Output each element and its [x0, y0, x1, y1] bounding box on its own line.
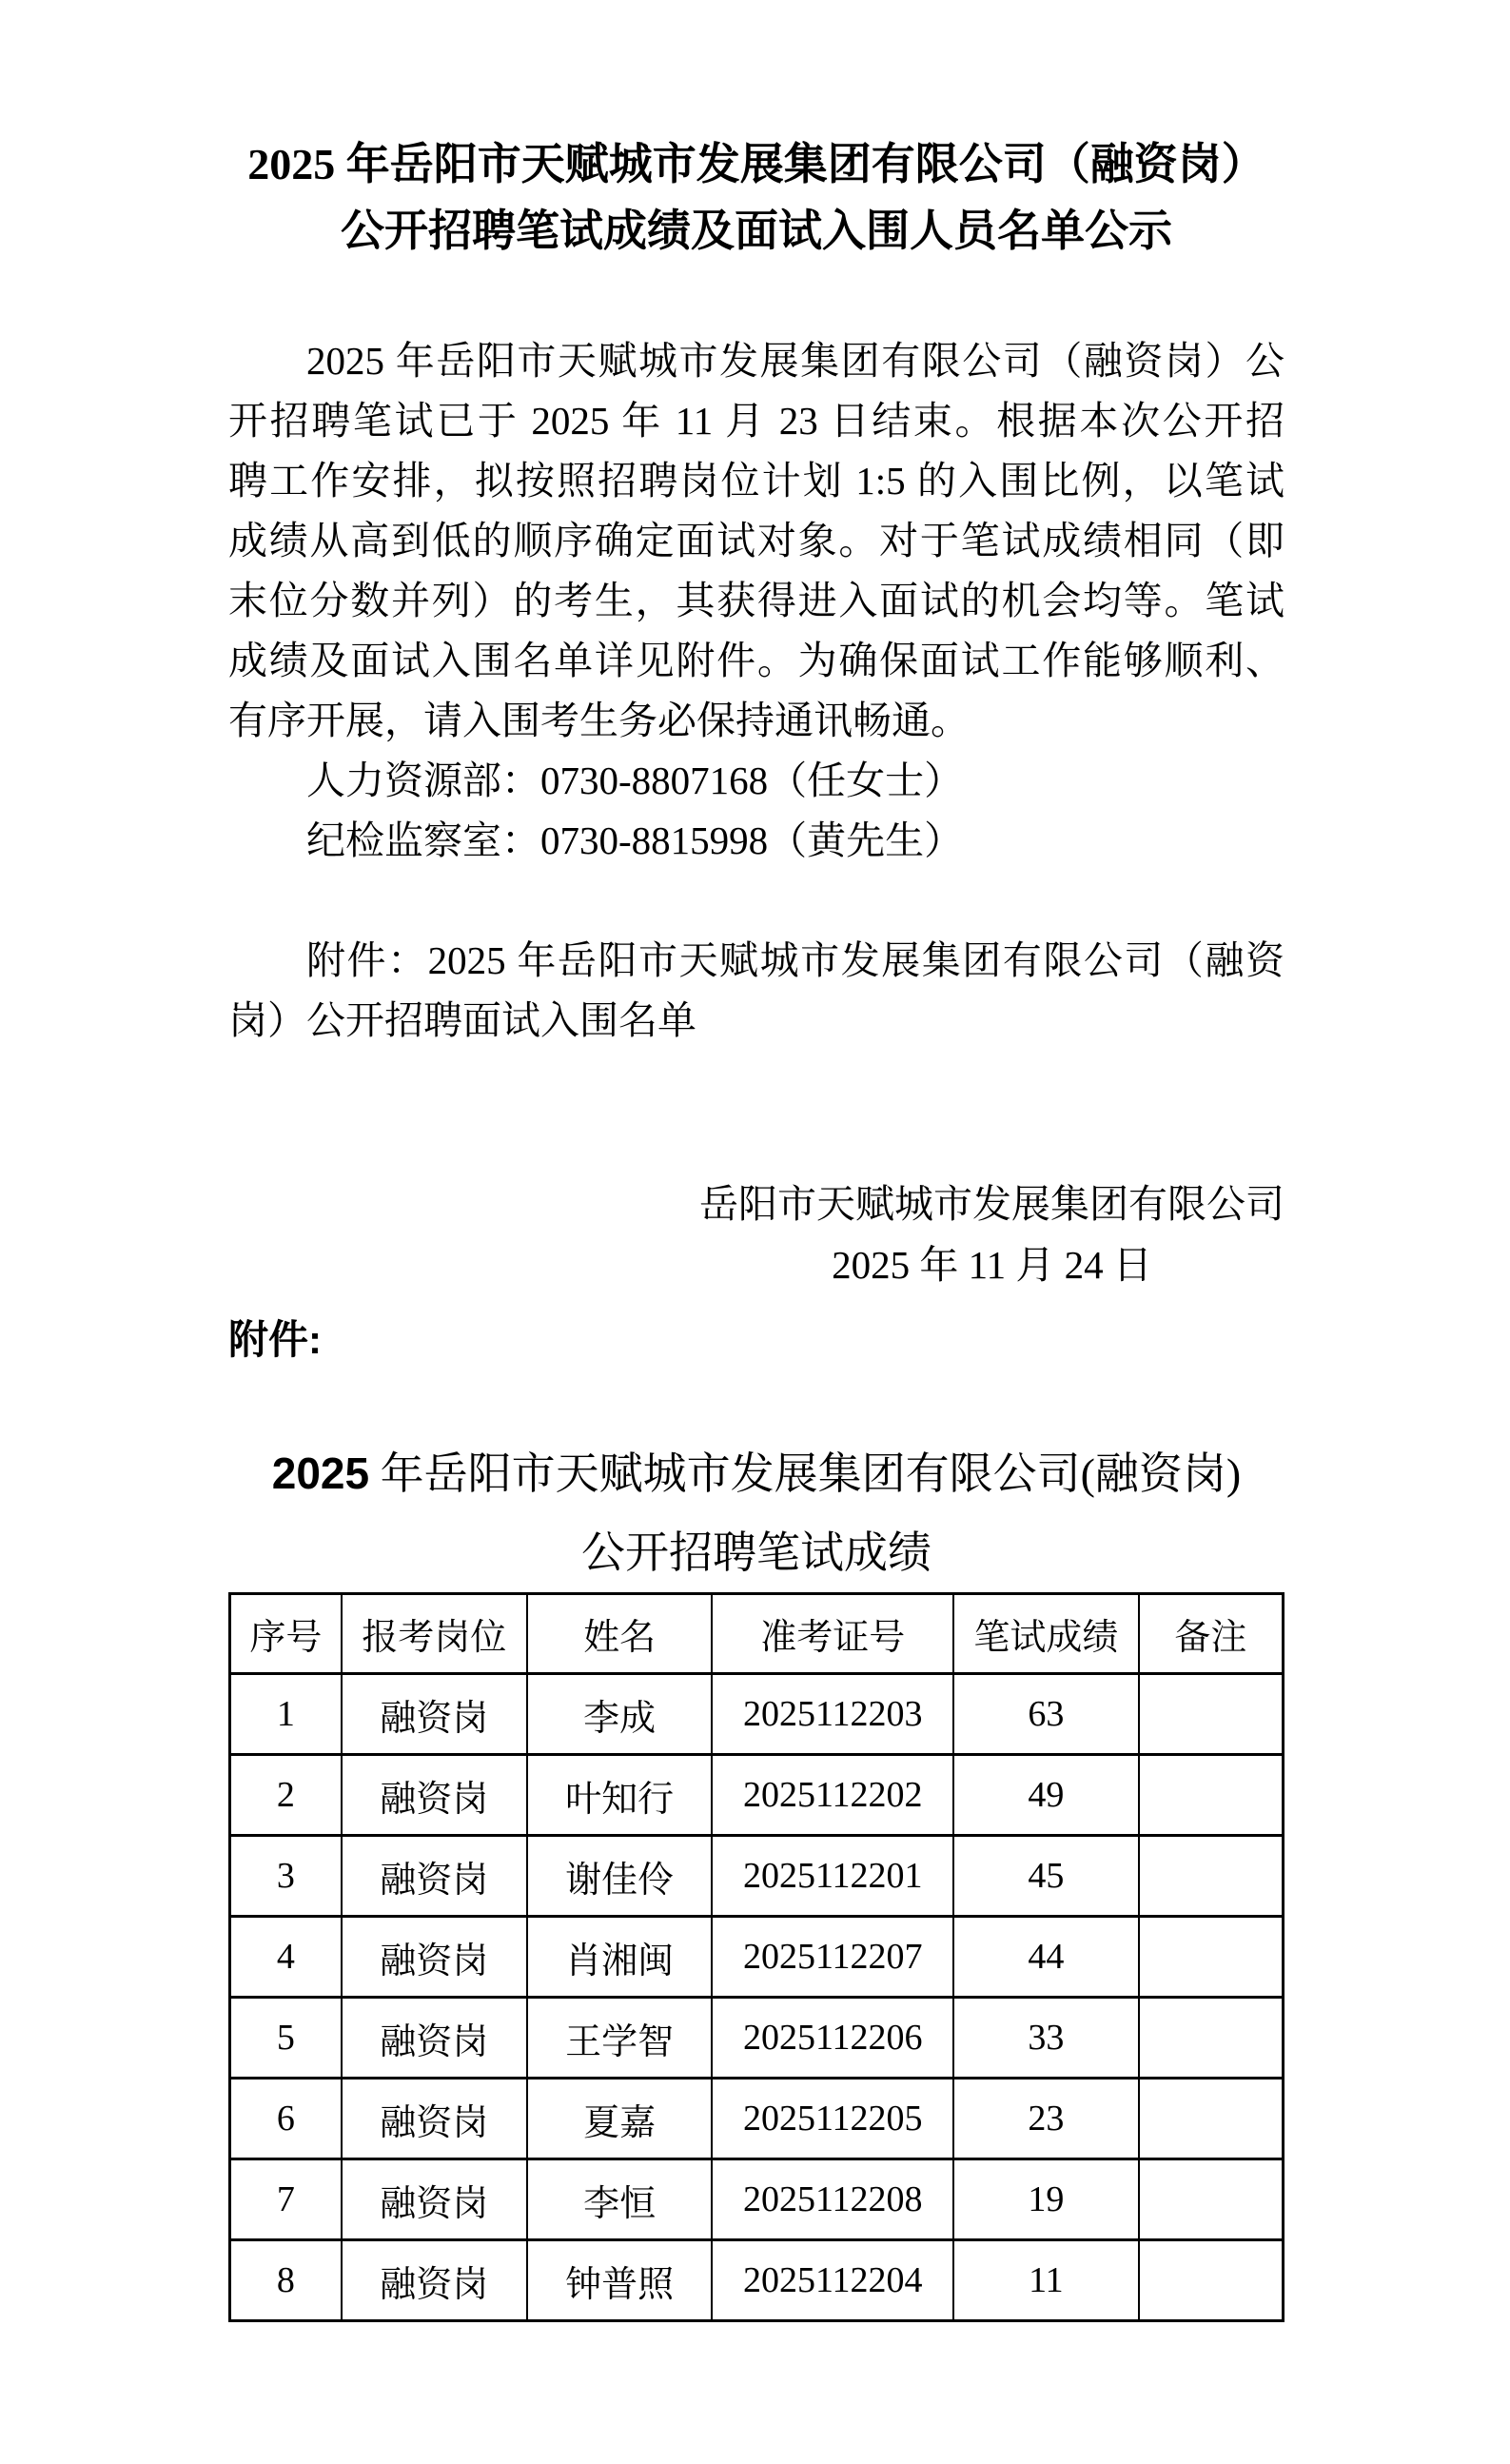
- cell-remark: [1139, 1836, 1284, 1917]
- signature-company: 岳阳市天赋城市发展集团有限公司: [699, 1182, 1284, 1226]
- attachment-title-year: 2025: [271, 1449, 370, 1498]
- cell-ticket: 2025112201: [712, 1836, 953, 1917]
- cell-score: 44: [953, 1917, 1139, 1998]
- cell-seq: 3: [230, 1836, 342, 1917]
- cell-score: 33: [953, 1998, 1139, 2079]
- attachment-title: [228, 1434, 1284, 1592]
- header-ticket: 准考证号: [712, 1594, 953, 1674]
- cell-seq: 4: [230, 1917, 342, 1998]
- paragraph-line: 2025 年岳阳市天赋城市发展集团有限公司（融资岗）公: [306, 339, 1284, 383]
- cell-name: 肖湘闽: [527, 1917, 713, 1998]
- attachment-title-line-1: [228, 1434, 1284, 1513]
- cell-position: 融资岗: [342, 2240, 527, 2321]
- cell-position: 融资岗: [342, 2079, 527, 2159]
- cell-position: 融资岗: [342, 1755, 527, 1836]
- table-row: [230, 2240, 1284, 2321]
- cell-seq: 6: [230, 2079, 342, 2159]
- page-title-line-2: 公开招聘笔试成绩及面试入围人员名单公示: [341, 207, 1172, 255]
- cell-remark: [1139, 2159, 1284, 2240]
- paragraph-line: 成绩及面试入围名单详见附件。为确保面试工作能够顺利、: [228, 639, 1284, 682]
- cell-score: 11: [953, 2240, 1139, 2321]
- cell-position: 融资岗: [342, 2159, 527, 2240]
- table-row: [230, 1836, 1284, 1917]
- cell-seq: 7: [230, 2159, 342, 2240]
- cell-score: 23: [953, 2079, 1139, 2159]
- cell-ticket: 2025112207: [712, 1917, 953, 1998]
- appendix-label: 附件:: [228, 1317, 322, 1362]
- header-remark: 备注: [1139, 1594, 1284, 1674]
- cell-score: 45: [953, 1836, 1139, 1917]
- cell-name: 叶知行: [527, 1755, 713, 1836]
- cell-seq: 8: [230, 2240, 342, 2321]
- table-row: [230, 1917, 1284, 1998]
- paragraph-line: 开招聘笔试已于 2025 年 11 月 23 日结束。根据本次公开招: [228, 399, 1284, 443]
- cell-remark: [1139, 1755, 1284, 1836]
- cell-position: 融资岗: [342, 1998, 527, 2079]
- cell-name: 夏嘉: [527, 2079, 713, 2159]
- cell-remark: [1139, 1674, 1284, 1755]
- header-seq: 序号: [230, 1594, 342, 1674]
- cell-position: 融资岗: [342, 1674, 527, 1755]
- signature-date: 2025 年 11 月 24 日: [832, 1243, 1152, 1287]
- signature-block: [699, 1174, 1284, 1295]
- header-score: 笔试成绩: [953, 1594, 1139, 1674]
- contact-block: [228, 751, 1284, 871]
- cell-name: 谢佳伶: [527, 1836, 713, 1917]
- cell-ticket: 2025112204: [712, 2240, 953, 2321]
- contact-hr-line: 人力资源部：0730-8807168（任女士）: [306, 759, 964, 802]
- cell-ticket: 2025112203: [712, 1674, 953, 1755]
- cell-name: 王学智: [527, 1998, 713, 2079]
- cell-ticket: 2025112205: [712, 2079, 953, 2159]
- cell-remark: [1139, 1998, 1284, 2079]
- cell-remark: [1139, 2079, 1284, 2159]
- body-paragraph: [228, 331, 1284, 751]
- attachment-note-line: 附件：2025 年岳阳市天赋城市发展集团有限公司（融资: [306, 938, 1284, 982]
- attachment-note: [228, 931, 1284, 1051]
- attachment-title-line-2: 公开招聘笔试成绩: [581, 1528, 931, 1577]
- header-name: 姓名: [527, 1594, 713, 1674]
- table-row: [230, 1998, 1284, 2079]
- attachment-note-line: 岗）公开招聘面试入围名单: [228, 998, 696, 1042]
- cell-ticket: 2025112206: [712, 1998, 953, 2079]
- table-row: [230, 2159, 1284, 2240]
- cell-remark: [1139, 2240, 1284, 2321]
- cell-seq: 2: [230, 1755, 342, 1836]
- cell-score: 19: [953, 2159, 1139, 2240]
- contact-supervision-line: 纪检监察室：0730-8815998（黄先生）: [306, 818, 964, 862]
- paragraph-line: 末位分数并列）的考生，其获得进入面试的机会均等。笔试: [228, 579, 1284, 622]
- cell-ticket: 2025112208: [712, 2159, 953, 2240]
- cell-name: 李成: [527, 1674, 713, 1755]
- page-title-line-1: 2025 年岳阳市天赋城市发展集团有限公司（融资岗）: [247, 140, 1265, 188]
- table-row: [230, 2079, 1284, 2159]
- table-row: [230, 1674, 1284, 1755]
- cell-score: 63: [953, 1674, 1139, 1755]
- cell-seq: 1: [230, 1674, 342, 1755]
- cell-remark: [1139, 1917, 1284, 1998]
- paragraph-line: 有序开展，请入围考生务必保持通讯畅通。: [228, 699, 970, 742]
- paragraph-line: 成绩从高到低的顺序确定面试对象。对于笔试成绩相同（即: [228, 519, 1284, 562]
- header-position: 报考岗位: [342, 1594, 527, 1674]
- table-row: [230, 1755, 1284, 1836]
- cell-position: 融资岗: [342, 1917, 527, 1998]
- page-title: [228, 131, 1284, 265]
- cell-name: 李恒: [527, 2159, 713, 2240]
- cell-score: 49: [953, 1755, 1139, 1836]
- table-header-row: [230, 1594, 1284, 1674]
- cell-seq: 5: [230, 1998, 342, 2079]
- cell-position: 融资岗: [342, 1836, 527, 1917]
- paragraph-line: 聘工作安排，拟按照招聘岗位计划 1:5 的入围比例，以笔试: [228, 459, 1284, 503]
- score-table: [228, 1592, 1284, 2322]
- cell-ticket: 2025112202: [712, 1755, 953, 1836]
- attachment-title-rest: 年岳阳市天赋城市发展集团有限公司(融资岗): [369, 1449, 1242, 1498]
- cell-name: 钟普照: [527, 2240, 713, 2321]
